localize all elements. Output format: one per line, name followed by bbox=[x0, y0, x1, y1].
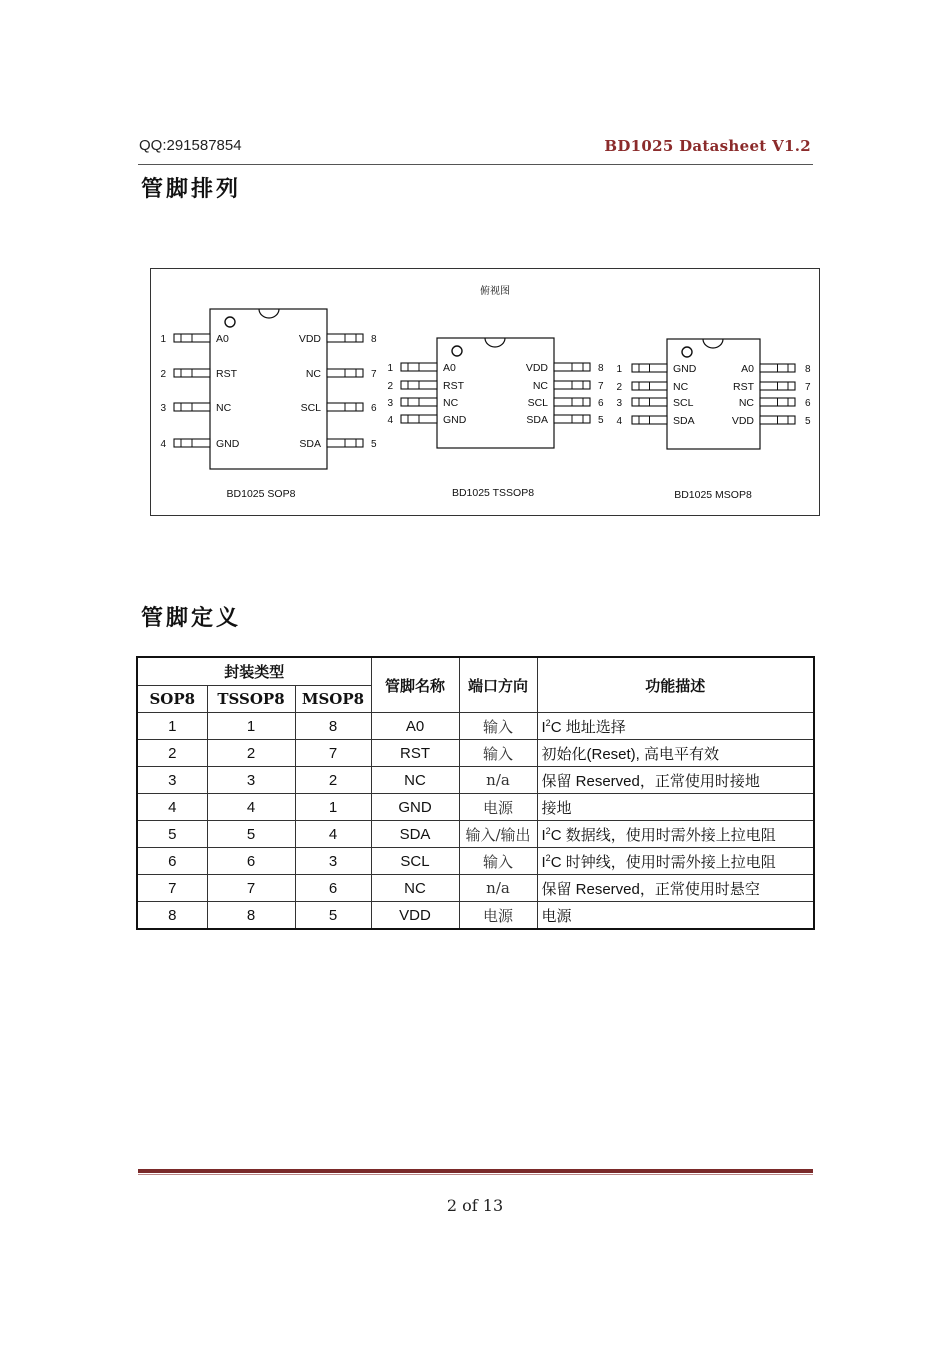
cell-pin-name: NC bbox=[371, 875, 459, 902]
cell-tssop8: 4 bbox=[207, 794, 295, 821]
header-pin-name: 管脚名称 bbox=[371, 657, 459, 713]
pinout-svg bbox=[151, 269, 821, 517]
table-row bbox=[137, 848, 814, 875]
cell-pin-name: SCL bbox=[371, 848, 459, 875]
cell-tssop8: 1 bbox=[207, 713, 295, 740]
pin-number: 8 bbox=[371, 334, 377, 345]
pin-label: A0 bbox=[443, 362, 456, 374]
cell-direction: 输入/输出 bbox=[459, 821, 537, 848]
header-port-direction: 端口方向 bbox=[459, 657, 537, 713]
table-row bbox=[137, 767, 814, 794]
pin-label: NC bbox=[673, 381, 689, 393]
cell-sop8: 3 bbox=[137, 767, 207, 794]
description-text: C 地址选择 bbox=[550, 718, 626, 736]
header-doc-title: BD1025 Datasheet V1.2 bbox=[604, 137, 811, 155]
cell-direction: 输入 bbox=[459, 848, 537, 875]
i2c-i: I bbox=[541, 826, 546, 844]
cell-tssop8: 3 bbox=[207, 767, 295, 794]
cell-description: 保留 Reserved，正常使用时接地 bbox=[537, 767, 814, 794]
pin-number: 7 bbox=[805, 382, 811, 393]
cell-msop8: 6 bbox=[295, 875, 371, 902]
table-row bbox=[137, 713, 814, 740]
package-caption: BD1025 MSOP8 bbox=[674, 489, 752, 501]
cell-sop8: 4 bbox=[137, 794, 207, 821]
cell-pin-name: RST bbox=[371, 740, 459, 767]
diagram-caption: 俯视图 bbox=[480, 286, 510, 297]
cell-description: 初始化(Reset), 高电平有效 bbox=[537, 740, 814, 767]
cell-direction: 电源 bbox=[459, 794, 537, 821]
pin-number: 6 bbox=[598, 398, 604, 409]
table-row bbox=[137, 740, 814, 767]
pin-label: VDD bbox=[298, 333, 321, 345]
i2c-i: I bbox=[541, 718, 546, 736]
pin-label: SDA bbox=[526, 414, 548, 426]
footer-rule bbox=[138, 1169, 813, 1173]
cell-pin-name: NC bbox=[371, 767, 459, 794]
cell-tssop8: 7 bbox=[207, 875, 295, 902]
cell-pin-name: GND bbox=[371, 794, 459, 821]
cell-direction: n/a bbox=[459, 875, 537, 902]
cell-tssop8: 2 bbox=[207, 740, 295, 767]
pin-label: NC bbox=[216, 402, 232, 414]
pin-number: 8 bbox=[805, 364, 811, 375]
pin-label: GND bbox=[673, 363, 697, 375]
cell-description: 电源 bbox=[537, 902, 814, 930]
cell-msop8: 1 bbox=[295, 794, 371, 821]
cell-description bbox=[537, 848, 814, 875]
pin-number: 4 bbox=[160, 439, 166, 450]
header-qq: QQ:291587854 bbox=[139, 137, 242, 154]
section-title-pinout: 管脚排列 bbox=[141, 176, 242, 202]
pin-label: SDA bbox=[299, 438, 321, 450]
cell-msop8: 2 bbox=[295, 767, 371, 794]
pin-label: NC bbox=[305, 368, 321, 380]
package-caption: BD1025 SOP8 bbox=[226, 488, 296, 500]
header-sop8: SOP8 bbox=[137, 686, 207, 713]
header-msop8: MSOP8 bbox=[295, 686, 371, 713]
pin-number: 3 bbox=[387, 398, 393, 409]
cell-msop8: 8 bbox=[295, 713, 371, 740]
header-function: 功能描述 bbox=[537, 657, 814, 713]
pin-label: NC bbox=[532, 380, 548, 392]
cell-direction: n/a bbox=[459, 767, 537, 794]
cell-msop8: 5 bbox=[295, 902, 371, 930]
cell-tssop8: 5 bbox=[207, 821, 295, 848]
pin1-dot bbox=[682, 347, 692, 357]
cell-description: 保留 Reserved，正常使用时悬空 bbox=[537, 875, 814, 902]
cell-direction: 输入 bbox=[459, 713, 537, 740]
table-row bbox=[137, 875, 814, 902]
pin1-dot bbox=[225, 317, 235, 327]
pin-label: SCL bbox=[673, 397, 694, 409]
pin-label: SCL bbox=[527, 397, 548, 409]
cell-msop8: 3 bbox=[295, 848, 371, 875]
pin-number: 4 bbox=[387, 415, 393, 426]
description-text: C 数据线，使用时需外接上拉电阻 bbox=[550, 826, 776, 844]
i2c-superscript: 2 bbox=[545, 852, 551, 863]
table-row bbox=[137, 821, 814, 848]
package-caption: BD1025 TSSOP8 bbox=[451, 487, 535, 499]
cell-description bbox=[537, 821, 814, 848]
pin-number: 1 bbox=[387, 363, 393, 374]
pin-number: 1 bbox=[616, 364, 622, 375]
ic-package-body bbox=[667, 339, 760, 449]
pin-number: 4 bbox=[616, 416, 622, 427]
description-text: C 时钟线，使用时需外接上拉电阻 bbox=[550, 853, 776, 871]
pin-label: SDA bbox=[673, 415, 695, 427]
pin-number: 2 bbox=[387, 381, 393, 392]
header-package-type: 封装类型 bbox=[137, 657, 371, 686]
pin-number: 3 bbox=[160, 403, 166, 414]
cell-direction: 电源 bbox=[459, 902, 537, 930]
cell-tssop8: 8 bbox=[207, 902, 295, 930]
footer-rule-thin bbox=[138, 1174, 813, 1175]
pin-definition-table bbox=[136, 656, 815, 930]
cell-pin-name: A0 bbox=[371, 713, 459, 740]
table-row bbox=[137, 902, 814, 930]
pin-label: RST bbox=[733, 381, 754, 393]
table-row bbox=[137, 794, 814, 821]
cell-sop8: 7 bbox=[137, 875, 207, 902]
pin-label: SCL bbox=[300, 402, 321, 414]
cell-sop8: 2 bbox=[137, 740, 207, 767]
pin1-dot bbox=[452, 346, 462, 356]
cell-pin-name: SDA bbox=[371, 821, 459, 848]
page-number: 2 of 13 bbox=[446, 1196, 504, 1215]
i2c-i: I bbox=[541, 853, 546, 871]
pin-label: VDD bbox=[525, 362, 548, 374]
i2c-superscript: 2 bbox=[545, 825, 551, 836]
cell-sop8: 5 bbox=[137, 821, 207, 848]
pin-label: A0 bbox=[216, 333, 229, 345]
pin-number: 3 bbox=[616, 398, 622, 409]
section-title-definition: 管脚定义 bbox=[141, 605, 242, 631]
pin-number: 2 bbox=[616, 382, 622, 393]
pin-number: 5 bbox=[598, 415, 604, 426]
pin-label: RST bbox=[443, 380, 464, 392]
cell-description: 接地 bbox=[537, 794, 814, 821]
cell-sop8: 8 bbox=[137, 902, 207, 930]
header-rule bbox=[138, 164, 813, 165]
pin-label: GND bbox=[443, 414, 467, 426]
pinout-diagram bbox=[150, 268, 820, 516]
cell-description bbox=[537, 713, 814, 740]
pin-label: GND bbox=[216, 438, 240, 450]
header-tssop8: TSSOP8 bbox=[207, 686, 295, 713]
cell-msop8: 4 bbox=[295, 821, 371, 848]
pin-number: 6 bbox=[371, 403, 377, 414]
pin-number: 5 bbox=[805, 416, 811, 427]
cell-tssop8: 6 bbox=[207, 848, 295, 875]
pin-label: A0 bbox=[741, 363, 754, 375]
pin-number: 8 bbox=[598, 363, 604, 374]
pin-number: 2 bbox=[160, 369, 166, 380]
cell-direction: 输入 bbox=[459, 740, 537, 767]
cell-sop8: 6 bbox=[137, 848, 207, 875]
pin-number: 7 bbox=[598, 381, 604, 392]
pin-number: 1 bbox=[160, 334, 166, 345]
pin-label: NC bbox=[443, 397, 459, 409]
cell-pin-name: VDD bbox=[371, 902, 459, 930]
pin-label: VDD bbox=[731, 415, 754, 427]
pin-number: 7 bbox=[371, 369, 377, 380]
pin-number: 6 bbox=[805, 398, 811, 409]
cell-msop8: 7 bbox=[295, 740, 371, 767]
pin-label: NC bbox=[738, 397, 754, 409]
i2c-superscript: 2 bbox=[545, 717, 551, 728]
cell-sop8: 1 bbox=[137, 713, 207, 740]
pin-label: RST bbox=[216, 368, 237, 380]
pin-number: 5 bbox=[371, 439, 377, 450]
